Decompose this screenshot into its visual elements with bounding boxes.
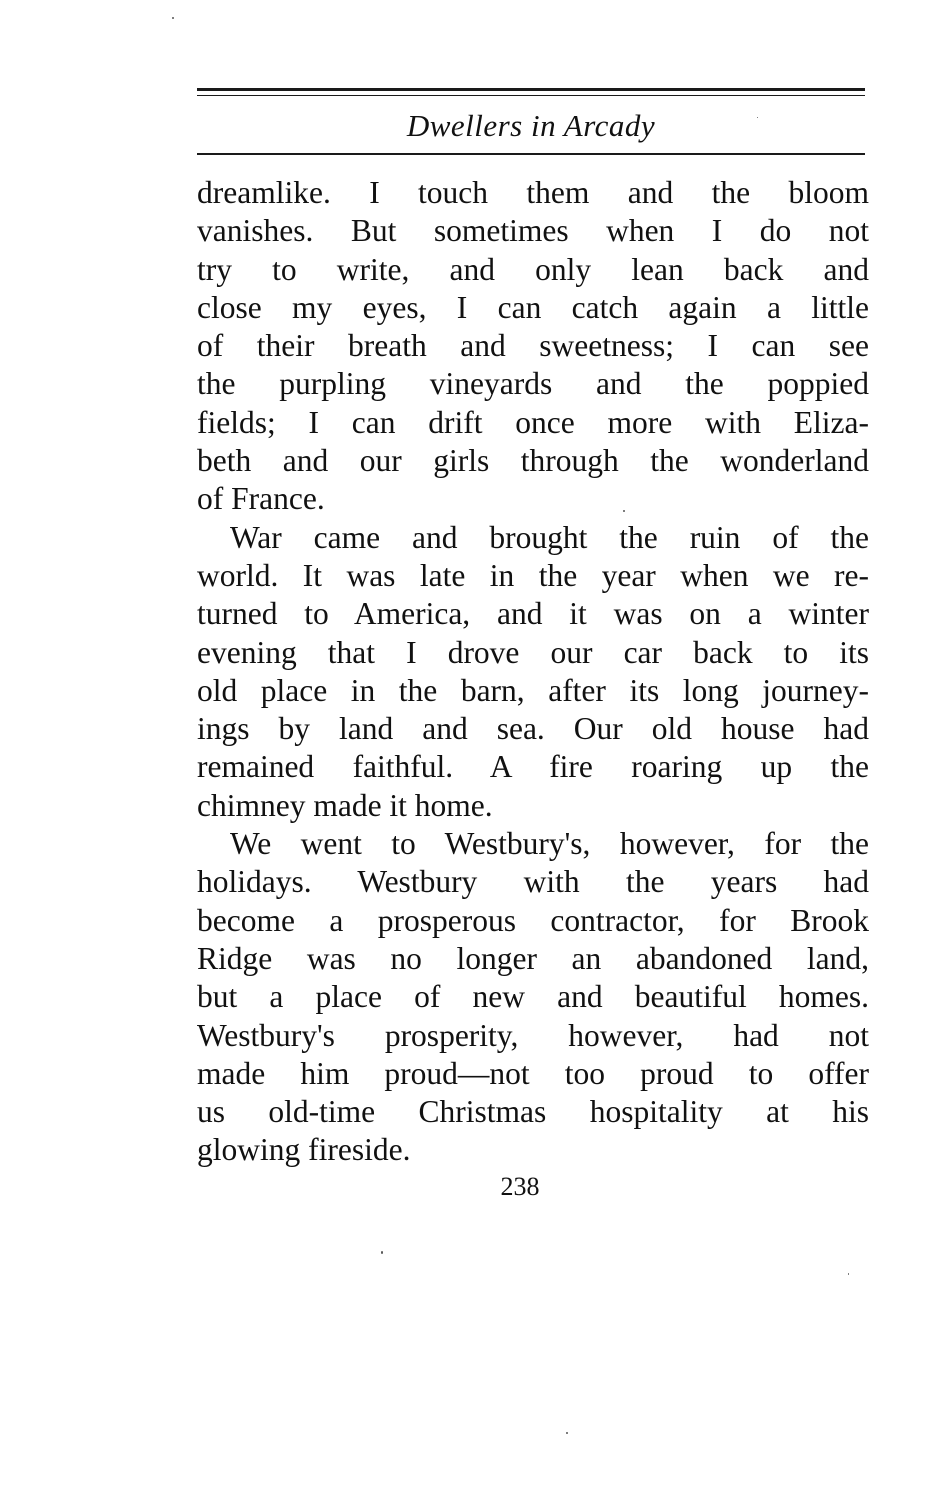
text-line: of their breath and sweetness; I can see: [197, 328, 869, 364]
text-line: try to write, and only lean back and: [197, 251, 869, 287]
text-line: world. It was late in the year when we re-: [197, 557, 869, 593]
text-line: but a place of new and beautiful homes.: [197, 979, 869, 1015]
text-line: Ridge was no longer an abandoned land,: [197, 940, 869, 976]
text-line: We went to Westbury's, however, for the: [230, 826, 869, 862]
scan-speck: [566, 1432, 568, 1434]
scan-speck: [848, 1273, 849, 1275]
paragraph: [197, 825, 869, 1170]
header-rule-thin: [197, 95, 865, 96]
text-line: of France.: [197, 481, 325, 517]
text-line: old place in the barn, after its long journey-: [197, 672, 869, 708]
text-line: fields; I can drift once more with Eliza-: [197, 404, 869, 440]
text-line: chimney made it home.: [197, 787, 493, 823]
header-rule-thick: [197, 88, 865, 91]
running-head: Dwellers in Arcady: [406, 108, 656, 143]
header-rule-under: [197, 153, 865, 155]
text-line: ings by land and sea. Our old house had: [197, 711, 869, 747]
scan-speck: [757, 117, 758, 118]
text-line: close my eyes, I can catch again a little: [197, 289, 869, 325]
text-line: holidays. Westbury with the years had: [197, 864, 869, 900]
scan-speck: [623, 510, 625, 512]
text-line: become a prosperous contractor, for Brook: [197, 902, 869, 938]
scan-speck: [172, 17, 174, 19]
text-line: turned to America, and it was on a winter: [197, 596, 869, 632]
body-text: [197, 174, 869, 1170]
text-line: beth and our girls through the wonderland: [197, 443, 869, 479]
page-number: 238: [500, 1172, 540, 1201]
text-line: vanishes. But sometimes when I do not: [197, 213, 869, 249]
paragraph: [197, 174, 869, 519]
text-line: the purpling vineyards and the poppied: [197, 366, 869, 402]
text-line: remained faithful. A fire roaring up the: [197, 749, 869, 785]
text-line: War came and brought the ruin of the: [230, 519, 869, 555]
paragraph: [197, 519, 869, 825]
text-line: dreamlike. I touch them and the bloom: [197, 175, 869, 210]
text-line: glowing fireside.: [197, 1132, 411, 1168]
text-line: made him proud—not too proud to offer: [197, 1055, 869, 1091]
text-line: Westbury's prosperity, however, had not: [197, 1017, 869, 1053]
scan-speck: [381, 1251, 383, 1254]
text-line: evening that I drove our car back to its: [197, 634, 869, 670]
text-line: us old-time Christmas hospitality at his: [197, 1094, 869, 1130]
